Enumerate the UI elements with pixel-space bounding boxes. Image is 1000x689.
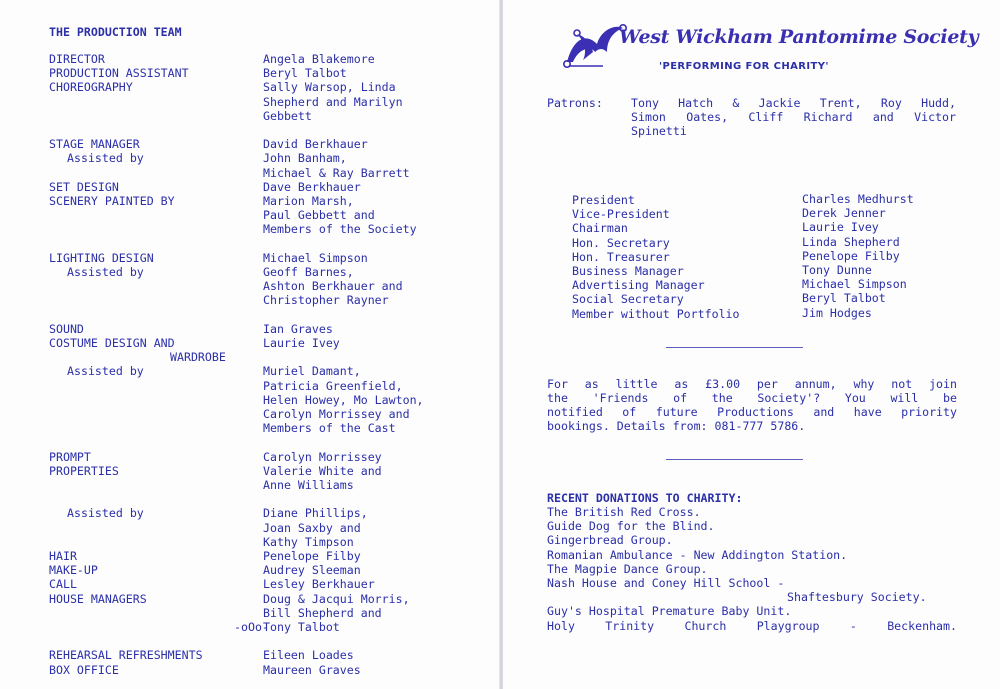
role-label: REHEARSAL REFRESHMENTS xyxy=(49,648,203,663)
role-name: Marion Marsh, xyxy=(263,194,354,208)
divider-1 xyxy=(666,347,803,348)
patrons-line-3: Spinetti xyxy=(631,124,687,138)
role-name: Laurie Ivey xyxy=(263,336,340,350)
role-name: Penelope Filby xyxy=(263,549,361,563)
donation-item: The British Red Cross. xyxy=(547,505,701,519)
donation-item: Romanian Ambulance - New Addington Station. xyxy=(547,547,848,562)
role-name: Christopher Rayner xyxy=(263,293,389,308)
patrons-line-2: Simon Oates, Cliff Richard and Victor xyxy=(631,110,956,124)
role-name: Geoff Barnes, xyxy=(263,265,354,279)
role-name: Joan Saxby and xyxy=(263,520,361,535)
officer-name: Charles Medhurst xyxy=(802,192,914,206)
role-label: SCENERY PAINTED BY xyxy=(49,194,175,208)
role-name: Eileen Loades xyxy=(263,648,354,663)
officer-title: Vice-President xyxy=(572,207,670,222)
role-label: PRODUCTION ASSISTANT xyxy=(49,66,189,81)
officer-name: Derek Jenner xyxy=(802,206,886,221)
role-label: STAGE MANAGER xyxy=(49,137,140,152)
role-name: Bill Shepherd and xyxy=(263,605,382,620)
role-label: CHOREOGRAPHY xyxy=(49,80,133,95)
officer-name: Michael Simpson xyxy=(802,277,907,292)
donations-heading: RECENT DONATIONS TO CHARITY: xyxy=(547,491,743,505)
role-name: Beryl Talbot xyxy=(263,66,347,81)
role-name: Dave Berkhauer xyxy=(263,179,361,194)
officer-title: Member without Portfolio xyxy=(572,306,740,321)
role-name: Helen Howey, Mo Lawton, xyxy=(263,392,424,407)
role-name: Muriel Damant, xyxy=(263,364,361,379)
role-name: Angela Blakemore xyxy=(263,52,375,66)
friends-line-3: notified of future Productions and have priority xyxy=(547,405,957,419)
donation-item: Holy Trinity Church Playgroup - Beckenham. xyxy=(547,618,957,633)
role-label: PROMPT xyxy=(49,449,91,464)
role-label: Assisted by xyxy=(67,151,144,166)
role-label: MAKE-UP xyxy=(49,563,98,578)
society-logo xyxy=(563,22,979,72)
role-name: Sally Warsop, Linda xyxy=(263,80,396,95)
role-name: Anne Williams xyxy=(263,478,354,492)
role-label: BOX OFFICE xyxy=(49,662,119,677)
role-name: John Banham, xyxy=(263,151,347,166)
role-label: COSTUME DESIGN AND xyxy=(49,336,175,350)
officer-name: Beryl Talbot xyxy=(802,291,886,306)
role-name: Audrey Sleeman xyxy=(263,563,361,578)
friends-line-2: the 'Friends of the Society'? You will be xyxy=(547,391,957,405)
role-label: Assisted by xyxy=(67,506,144,521)
role-name: Shepherd and Marilyn xyxy=(263,94,403,109)
patrons-label: Patrons: xyxy=(547,96,603,110)
role-name: Lesley Berkhauer xyxy=(263,577,375,592)
role-label: DIRECTOR xyxy=(49,52,105,66)
role-name: Members of the Cast xyxy=(263,421,396,436)
role-name: Members of the Society xyxy=(263,222,417,237)
officer-name: Laurie Ivey xyxy=(802,220,879,235)
role-name: Michael & Ray Barrett xyxy=(263,165,410,180)
donation-item: The Magpie Dance Group. xyxy=(547,561,708,576)
donation-item: Nash House and Coney Hill School - xyxy=(547,576,785,590)
donation-item: Guide Dog for the Blind. xyxy=(547,519,715,534)
role-name: David Berkhauer xyxy=(263,137,368,152)
role-name: Doug & Jacqui Morris, xyxy=(263,591,410,606)
role-label: PROPERTIES xyxy=(49,463,119,478)
right-page xyxy=(503,0,1000,689)
donation-item: Gingerbread Group. xyxy=(547,533,673,548)
role-label: CALL xyxy=(49,577,77,592)
role-label: Assisted by xyxy=(67,364,144,379)
page-footer-ornament: -oOo- xyxy=(234,620,269,634)
donation-item: Shaftesbury Society. xyxy=(787,590,927,605)
role-name: Carolyn Morrissey xyxy=(263,449,382,464)
society-tagline: 'PERFORMING FOR CHARITY' xyxy=(659,61,829,72)
production-team-heading: THE PRODUCTION TEAM xyxy=(49,25,182,39)
officer-name: Linda Shepherd xyxy=(802,234,900,249)
officer-name: Penelope Filby xyxy=(802,248,900,263)
role-label: SOUND xyxy=(49,321,84,336)
role-label: SET DESIGN xyxy=(49,179,119,194)
jester-hat-icon xyxy=(563,22,627,70)
role-name: Diane Phillips, xyxy=(263,506,368,521)
friends-line-1: For as little as £3.00 per annum, why not join xyxy=(547,377,957,391)
role-name: Valerie White and xyxy=(263,463,382,478)
officer-title: Hon. Secretary xyxy=(572,235,670,250)
divider-2 xyxy=(666,459,803,460)
officer-title: Advertising Manager xyxy=(572,278,705,293)
officer-title: Social Secretary xyxy=(572,292,684,307)
officer-title: Business Manager xyxy=(572,264,684,278)
officer-name: Jim Hodges xyxy=(802,305,872,320)
role-name: Patricia Greenfield, xyxy=(263,378,403,393)
role-name: Carolyn Morrissey and xyxy=(263,407,410,421)
role-name: Kathy Timpson xyxy=(263,534,354,549)
officer-title: Hon. Treasurer xyxy=(572,249,670,264)
role-name: Michael Simpson xyxy=(263,250,368,265)
role-name: Ashton Berkhauer and xyxy=(263,279,403,294)
role-name: Gebbett xyxy=(263,108,312,123)
officer-title: Chairman xyxy=(572,221,628,236)
role-label: LIGHTING DESIGN xyxy=(49,250,154,265)
officer-name: Tony Dunne xyxy=(802,263,872,277)
society-name: West Wickham Pantomime Society xyxy=(619,26,979,48)
role-name: Paul Gebbett and xyxy=(263,208,375,223)
patrons-line-1: Tony Hatch & Jackie Trent, Roy Hudd, xyxy=(631,96,956,110)
role-label: HAIR xyxy=(49,549,77,563)
role-label: HOUSE MANAGERS xyxy=(49,591,147,606)
role-name: Ian Graves xyxy=(263,321,333,336)
role-label: Assisted by xyxy=(67,265,144,279)
friends-line-4: bookings. Details from: 081-777 5786. xyxy=(547,419,806,433)
donation-item: Guy's Hospital Premature Baby Unit. xyxy=(547,604,792,619)
role-name: Tony Talbot xyxy=(263,620,340,634)
role-label-continued: WARDROBE xyxy=(170,350,226,365)
officer-title: President xyxy=(572,193,635,207)
role-name: Maureen Graves xyxy=(263,662,361,677)
